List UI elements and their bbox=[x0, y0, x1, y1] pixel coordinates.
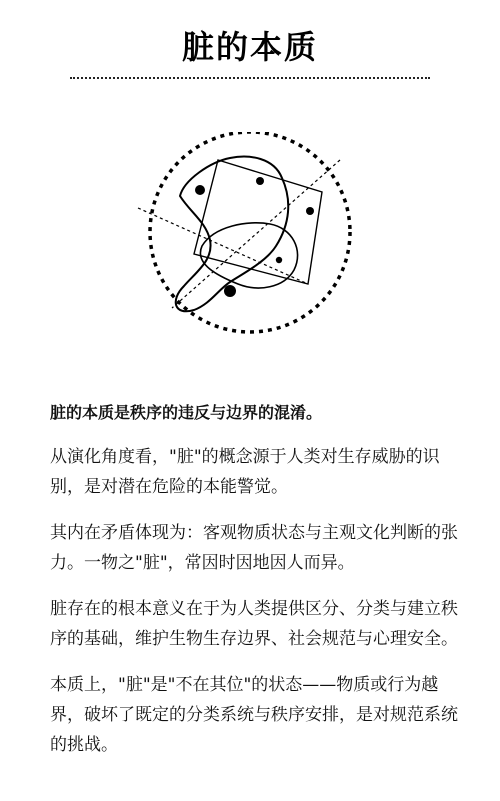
dashed-line-2 bbox=[172, 160, 340, 308]
dot-2 bbox=[256, 177, 264, 185]
lead-paragraph: 脏的本质是秩序的违反与边界的混淆。 bbox=[50, 403, 323, 422]
paragraph-essence: 本质上，"脏"是"不在其位"的状态——物质或行为越界，破坏了既定的分类系统与秩序安排，是对规范系统的挑战。 bbox=[50, 675, 458, 755]
dot-1 bbox=[195, 185, 205, 195]
dot-4 bbox=[276, 257, 282, 263]
dotted-boundary-circle bbox=[150, 132, 350, 332]
dashed-line-1 bbox=[138, 208, 308, 284]
paragraph-contradiction: 其内在矛盾体现为：客观物质状态与主观文化判断的张力。一物之"脏"，常因时因地因人而异。 bbox=[50, 523, 458, 573]
dot-5 bbox=[224, 285, 236, 297]
paragraph-evolution: 从演化角度看，"脏"的概念源于人类对生存威胁的识别，是对潜在危险的本能警觉。 bbox=[50, 447, 440, 497]
article-body bbox=[50, 398, 470, 776]
title-divider bbox=[70, 77, 430, 79]
abstract-dirt-concept-icon bbox=[130, 132, 370, 342]
page-title: 脏的本质 bbox=[181, 28, 318, 66]
paragraph-meaning: 脏存在的根本意义在于为人类提供区分、分类与建立秩序的基础，维护生物生存边界、社会规范与心理安全。 bbox=[50, 599, 458, 649]
dot-3 bbox=[306, 207, 314, 215]
